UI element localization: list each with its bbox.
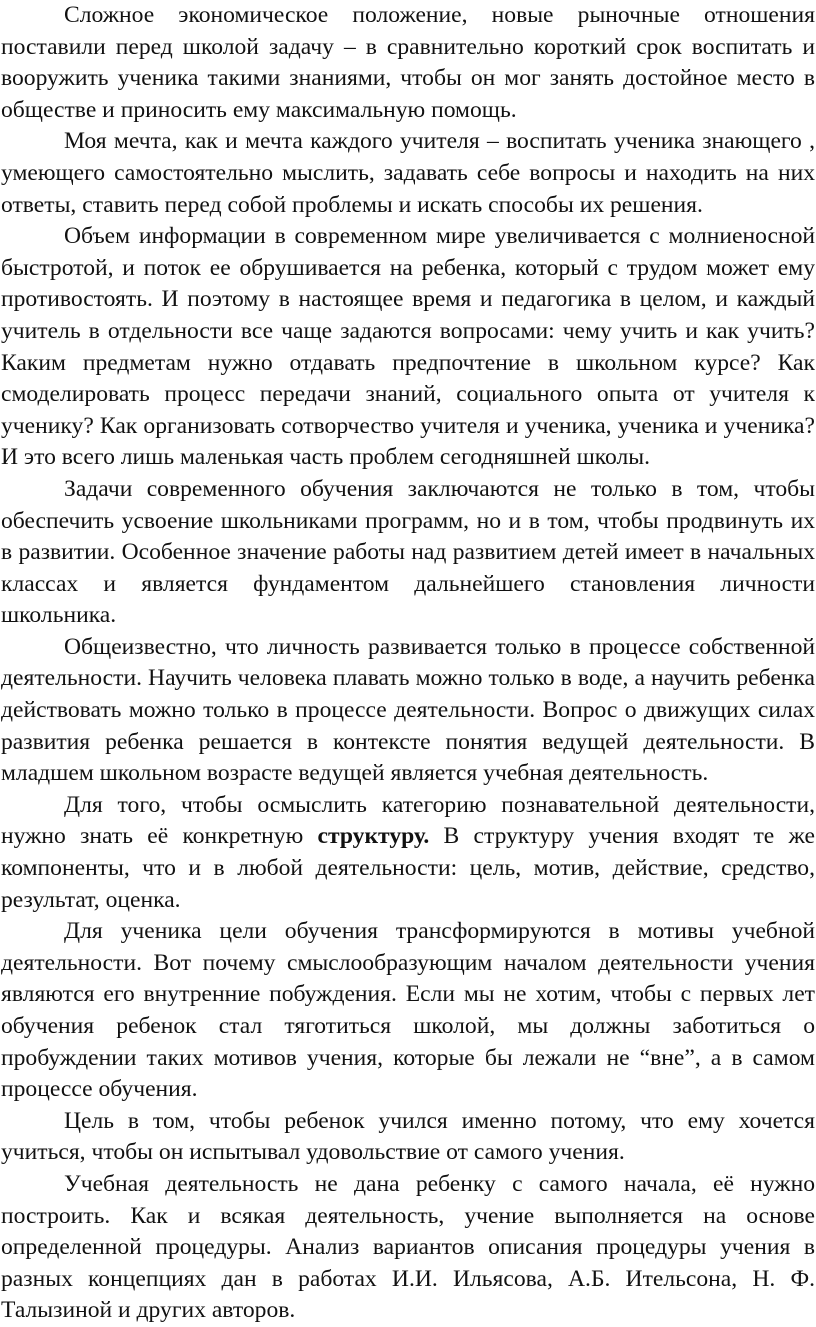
paragraph-personality-development: Общеизвестно, что личность развивается только в процессе собственной деятельности. Научить человека плавать можно только в воде, а научить ребенка действовать можно только в процессе деятельности. Вопрос о движущих силах развития ребенка решается в контексте понятия ведущей деятельности. В младшем школьном возрасте ведущей является учебная деятельность. xyxy=(1,633,815,787)
paragraph-learning-procedure: Учебная деятельность не дана ребенку с самого начала, её нужно построить. Как и всякая деятельность, учение выполняется на основе определенной процедуры. Анализ вариантов описания процедуры учения в разных концепциях дан в работах И.И. Ильясова, А.Б. Ительсона, Н. Ф. Талызиной и других авторов. xyxy=(1,1170,815,1324)
paragraph-teacher-dream: Моя мечта, как и мечта каждого учителя – воспитать ученика знающего , умеющего самостоятельно мыслить, задавать себе вопросы и находить на них ответы, ставить перед собой проблемы и искать способы их решения. xyxy=(1,128,815,218)
paragraph-economic-situation: Сложное экономическое положение, новые рыночные отношения поставили перед школой задачу – в сравнительно короткий срок воспитать и вооружить ученика такими знаниями, чтобы он мог занять достойное место в обществе и приносить ему максимальную помощь. xyxy=(1,2,815,123)
paragraph-modern-education-tasks: Задачи современного обучения заключаются не только в том, чтобы обеспечить усвоение школьниками программ, но и в том, чтобы продвинуть их в развитии. Особенное значение работы над развитием детей имеет в начальных классах и является фундаментом дальнейшего становления личности школьника. xyxy=(1,475,815,629)
paragraph-learning-motives: Для ученика цели обучения трансформируются в мотивы учебной деятельности. Вот почему смыслообразующим началом деятельности учения являются его внутренние побуждения. Если мы не хотим, чтобы с первых лет обучения ребенок стал тяготиться школой, мы должны заботиться о пробуждении таких мотивов учения, которые бы лежали не “вне”, а в самом процессе обучения. xyxy=(1,918,815,1103)
paragraph-activity-structure-lead: Для того, чтобы осмыслить категорию познавательной деятельности, нужно знать её конкретную xyxy=(1,791,815,850)
paragraph-activity-structure xyxy=(1,790,815,916)
structure-term: структуру. xyxy=(317,823,430,850)
paragraph-learning-goal: Цель в том, чтобы ребенок учился именно потому, что ему хочется учиться, чтобы он испытывал удовольствие от самого учения. xyxy=(1,1107,815,1166)
paragraph-activity-structure-rest: В структуру учения входят те же компоненты, что и в любой деятельности: цель, мотив, действие, средство, результат, оценка. xyxy=(1,823,815,913)
paragraph-information-volume: Объем информации в современном мире увеличивается с молниеносной быстротой, и поток ее обрушивается на ребенка, который с трудом может ему противостоять. И поэтому в настоящее время и педагогика в целом, и каждый учитель в отдельности все чаще задаются вопросами: чему учить и как учить? Каким предметам нужно отдавать предпочтение в школьном курсе? Как смоделировать процесс передачи знаний, социального опыта от учителя к ученику? Как организовать сотворчество учителя и ученика, ученика и ученика? И это всего лишь маленькая часть проблем сегодняшней школы. xyxy=(1,223,815,471)
